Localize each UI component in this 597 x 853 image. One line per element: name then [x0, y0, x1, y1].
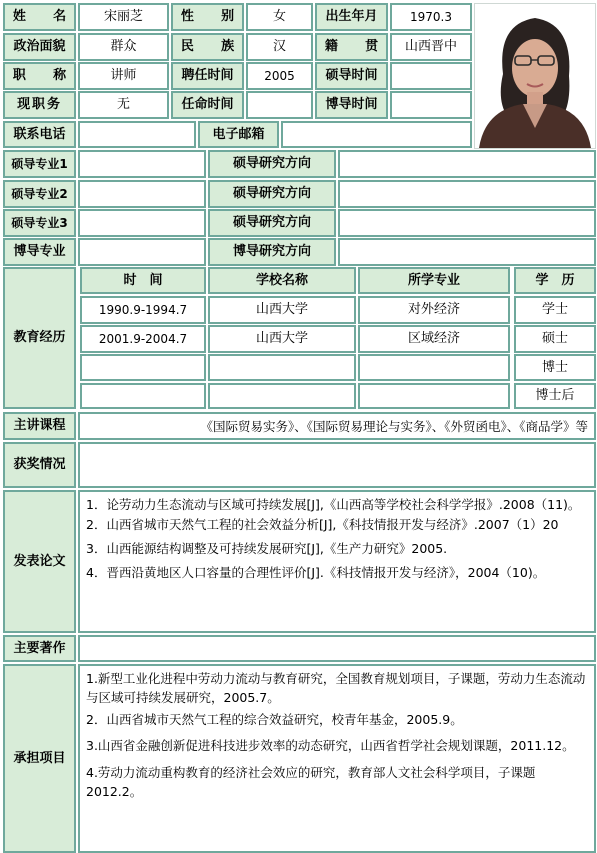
gender-value: 女	[246, 3, 313, 31]
major-3-direction-label: 硕导研究方向	[208, 209, 336, 237]
edu-header-major: 所学专业	[358, 267, 510, 294]
projects-label: 承担项目	[3, 664, 76, 853]
portrait-photo	[474, 3, 596, 149]
edu-degree-2: 硕士	[514, 325, 596, 353]
title-value: 讲师	[78, 62, 169, 90]
doctor-major-label: 博导专业	[3, 238, 76, 266]
awards-label: 获奖情况	[3, 442, 76, 488]
projects-list	[78, 664, 596, 853]
major-2-value	[78, 180, 206, 208]
courses-value: 《国际贸易实务》、《国际贸易理论与实务》、《外贸函电》、《商品学》等	[78, 412, 596, 440]
major-2-direction-value	[338, 180, 596, 208]
education-label: 教育经历	[3, 267, 76, 409]
major-1-direction-label: 硕导研究方向	[208, 150, 336, 178]
position-value: 无	[78, 91, 169, 119]
master-sup-label: 硕导时间	[315, 62, 388, 90]
edu-degree-3: 博士	[514, 354, 596, 381]
doctor-sup-value	[390, 91, 472, 119]
doctor-sup-label: 博导时间	[315, 91, 388, 119]
major-1-value	[78, 150, 206, 178]
phone-value	[78, 121, 196, 148]
edu-time-2: 2001.9-2004.7	[80, 325, 206, 353]
hired-label: 聘任时间	[171, 62, 244, 90]
paper-item: 1．论劳动力生态流动与区域可持续发展[J],《山西高等学校社会科学学报》.2008（11)。	[86, 497, 581, 512]
edu-major-2: 区域经济	[358, 325, 510, 353]
major-3-value	[78, 209, 206, 237]
name-label: 姓 名	[3, 3, 76, 31]
paper-item: 3．山西能源结构调整及可持续发展研究[J],《生产力研究》2005.	[86, 541, 448, 556]
politics-value: 群众	[78, 33, 169, 61]
papers-label: 发表论文	[3, 490, 76, 633]
appoint-label: 任命时间	[171, 91, 244, 119]
appoint-value	[246, 91, 313, 119]
title-label: 职 称	[3, 62, 76, 90]
edu-degree-4: 博士后	[514, 383, 596, 409]
email-label: 电子邮箱	[198, 121, 279, 148]
ethnic-value: 汉	[246, 33, 313, 61]
hired-value: 2005	[246, 62, 313, 90]
major-1-direction-value	[338, 150, 596, 178]
courses-label: 主讲课程	[3, 412, 76, 440]
origin-value: 山西晋中	[390, 33, 472, 61]
major-3-direction-value	[338, 209, 596, 237]
major-2-direction-label: 硕导研究方向	[208, 180, 336, 208]
birth-value: 1970.3	[390, 3, 472, 31]
birth-label: 出生年月	[315, 3, 388, 31]
position-label: 现职务	[3, 91, 76, 119]
major-3-label: 硕导专业3	[3, 209, 76, 237]
edu-school-3	[208, 354, 356, 381]
edu-degree-1: 学士	[514, 296, 596, 324]
project-item: 2．山西省城市天然气工程的综合效益研究，校青年基金，2005.9。	[86, 712, 463, 727]
paper-item: 4．晋西沿黄地区人口容量的合理性评价[J].《科技情报开发与经济》，2004（10)。	[86, 565, 546, 580]
edu-school-2: 山西大学	[208, 325, 356, 353]
doctor-direction-label: 博导研究方向	[208, 238, 336, 266]
name-value: 宋丽芝	[78, 3, 169, 31]
email-value	[281, 121, 472, 148]
politics-label: 政治面貌	[3, 33, 76, 61]
works-value	[78, 635, 596, 662]
edu-school-1: 山西大学	[208, 296, 356, 324]
works-label: 主要著作	[3, 635, 76, 662]
awards-value	[78, 442, 596, 488]
doctor-direction-value	[338, 238, 596, 266]
origin-label: 籍 贯	[315, 33, 388, 61]
edu-time-1: 1990.9-1994.7	[80, 296, 206, 324]
master-sup-value	[390, 62, 472, 90]
edu-time-3	[80, 354, 206, 381]
edu-school-4	[208, 383, 356, 409]
edu-major-1: 对外经济	[358, 296, 510, 324]
project-item: 3.山西省金融创新促进科技进步效率的动态研究，山西省哲学社会规划课题，2011.12。	[86, 738, 575, 753]
gender-label: 性 别	[171, 3, 244, 31]
project-item: 1.新型工业化进程中劳动力流动与教育研究，全国教育规划项目，子课题，劳动力生态流动与区域可持续发展研究，2005.7。	[86, 671, 586, 705]
portrait-image	[475, 4, 595, 148]
paper-item: 2．山西省城市天然气工程的社会效益分析[J],《科技情报开发与经济》.2007（1）20	[86, 517, 559, 532]
edu-major-3	[358, 354, 510, 381]
edu-header-degree: 学 历	[514, 267, 596, 294]
ethnic-label: 民 族	[171, 33, 244, 61]
major-1-label: 硕导专业1	[3, 150, 76, 178]
project-item: 4.劳动力流动重构教育的经济社会效应的研究，教育部人文社会科学项目，子课题2012.2。	[86, 765, 536, 799]
major-2-label: 硕导专业2	[3, 180, 76, 208]
papers-list	[78, 490, 596, 633]
edu-time-4	[80, 383, 206, 409]
phone-label: 联系电话	[3, 121, 76, 148]
edu-header-school: 学校名称	[208, 267, 356, 294]
edu-header-time: 时 间	[80, 267, 206, 294]
doctor-major-value	[78, 238, 206, 266]
edu-major-4	[358, 383, 510, 409]
